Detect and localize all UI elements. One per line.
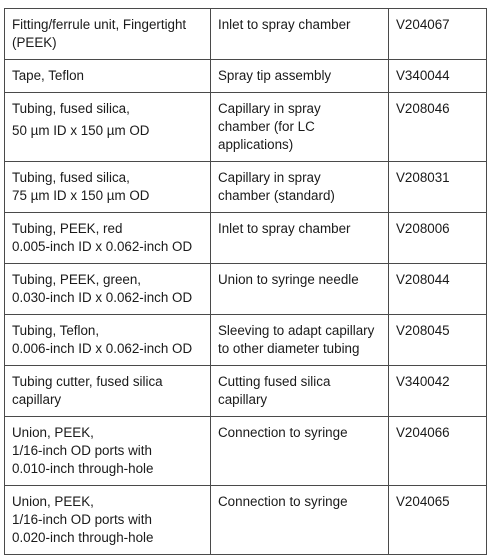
part-number-cell <box>389 213 487 264</box>
description-line: Tubing, Teflon, <box>12 323 100 338</box>
part-number: V204066 <box>396 425 450 440</box>
description-line: 0.030-inch ID x 0.062-inch OD <box>12 290 193 305</box>
part-number: V208031 <box>396 170 450 185</box>
part-number-cell <box>389 417 487 486</box>
description-cell <box>5 162 211 213</box>
description-line: 1/16-inch OD ports with <box>12 512 152 527</box>
description-line: 1/16-inch OD ports with <box>12 443 152 458</box>
use-line: capillary <box>218 392 268 407</box>
use-line: Cutting fused silica <box>218 374 331 389</box>
use-cell <box>211 60 389 93</box>
use-cell <box>211 264 389 315</box>
description-cell <box>5 315 211 366</box>
use-cell <box>211 315 389 366</box>
use-cell <box>211 93 389 162</box>
description-line: Union, PEEK, <box>12 425 94 440</box>
part-number-cell <box>389 9 487 60</box>
description-line: Tape, Teflon <box>12 68 84 83</box>
description-line: Tubing, PEEK, red <box>12 221 123 236</box>
part-number: V204065 <box>396 494 450 509</box>
table-row <box>5 9 487 60</box>
description-line: 50 µm ID x 150 µm OD <box>12 123 150 138</box>
use-line: applications) <box>218 137 294 152</box>
description-cell <box>5 9 211 60</box>
part-number: V208006 <box>396 221 450 236</box>
description-line: 0.005-inch ID x 0.062-inch OD <box>12 239 193 254</box>
use-line: Connection to syringe <box>218 425 348 440</box>
use-cell <box>211 486 389 555</box>
use-line: Inlet to spray chamber <box>218 17 351 32</box>
description-line: Union, PEEK, <box>12 494 94 509</box>
part-number-cell <box>389 162 487 213</box>
description-line: 75 µm ID x 150 µm OD <box>12 188 150 203</box>
use-line: Inlet to spray chamber <box>218 221 351 236</box>
description-line: 0.006-inch ID x 0.062-inch OD <box>12 341 193 356</box>
use-line: Capillary in spray <box>218 170 321 185</box>
table-row <box>5 213 487 264</box>
table-row <box>5 264 487 315</box>
description-cell <box>5 213 211 264</box>
use-line: Union to syringe needle <box>218 272 359 287</box>
use-line: chamber (for LC <box>218 119 315 134</box>
part-number: V208044 <box>396 272 450 287</box>
part-number-cell <box>389 486 487 555</box>
use-line: Capillary in spray <box>218 101 321 116</box>
table-row <box>5 417 487 486</box>
part-number: V204067 <box>396 17 450 32</box>
use-line: Connection to syringe <box>218 494 348 509</box>
description-line: Tubing, PEEK, green, <box>12 272 142 287</box>
description-cell <box>5 417 211 486</box>
description-line: Tubing cutter, fused silica <box>12 374 163 389</box>
description-line: 0.010-inch through-hole <box>12 461 154 476</box>
description-line: Fitting/ferrule unit, Fingertight <box>12 17 187 32</box>
part-number-cell <box>389 366 487 417</box>
part-number-cell <box>389 264 487 315</box>
description-cell <box>5 366 211 417</box>
part-number: V208046 <box>396 101 450 116</box>
part-number: V340042 <box>396 374 450 389</box>
parts-table <box>4 8 487 555</box>
description-cell <box>5 264 211 315</box>
use-cell <box>211 366 389 417</box>
use-line: to other diameter tubing <box>218 341 360 356</box>
part-number-cell <box>389 60 487 93</box>
use-line: Spray tip assembly <box>218 68 332 83</box>
use-cell <box>211 417 389 486</box>
table-row <box>5 486 487 555</box>
description-line: (PEEK) <box>12 35 57 50</box>
description-cell <box>5 486 211 555</box>
use-cell <box>211 213 389 264</box>
part-number-cell <box>389 315 487 366</box>
description-line: capillary <box>12 392 62 407</box>
part-number: V208045 <box>396 323 450 338</box>
table-row <box>5 366 487 417</box>
part-number-cell <box>389 93 487 162</box>
use-line: Sleeving to adapt capillary <box>218 323 375 338</box>
part-number: V340044 <box>396 68 450 83</box>
use-cell <box>211 9 389 60</box>
use-cell <box>211 162 389 213</box>
table-row <box>5 60 487 93</box>
description-line: 0.020-inch through-hole <box>12 530 154 545</box>
description-cell <box>5 60 211 93</box>
table-row <box>5 315 487 366</box>
table-row <box>5 93 487 162</box>
use-line: chamber (standard) <box>218 188 335 203</box>
description-line: Tubing, fused silica, <box>12 170 130 185</box>
description-line: Tubing, fused silica, <box>12 101 130 116</box>
description-cell <box>5 93 211 162</box>
table-row <box>5 162 487 213</box>
